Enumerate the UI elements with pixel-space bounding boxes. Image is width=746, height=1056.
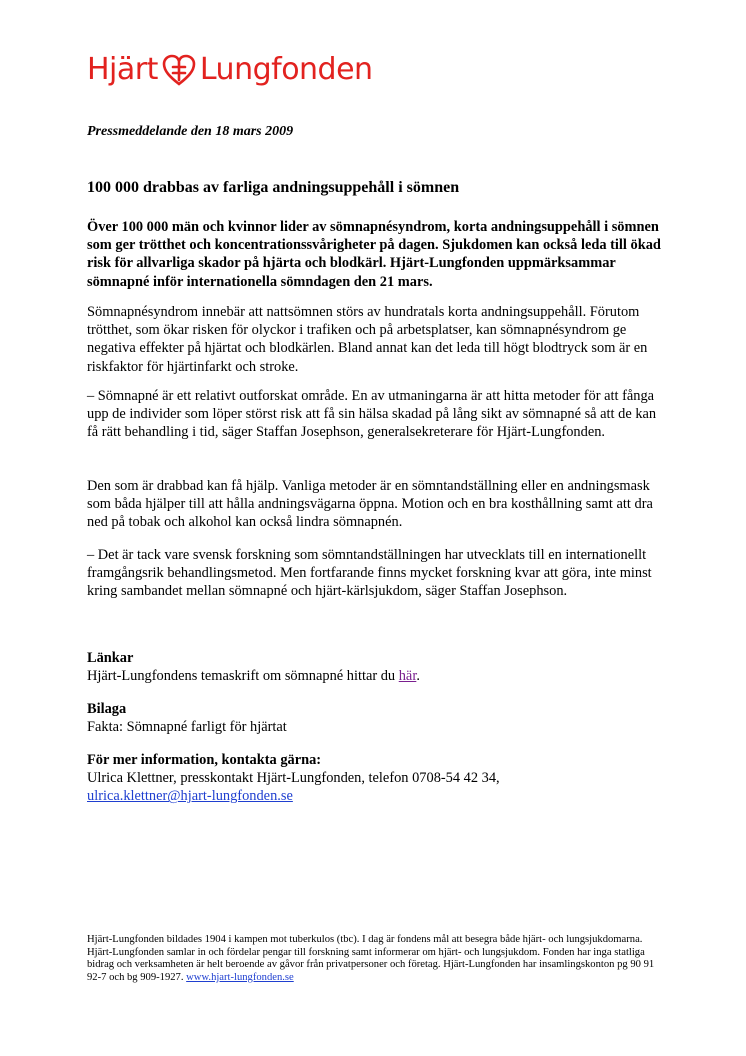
links-text: Hjärt-Lungfondens temaskrift om sömnapné hittar du <box>87 668 399 685</box>
theme-booklet-link[interactable]: här <box>398 668 417 685</box>
logo-text-right: Lungfonden <box>199 52 373 87</box>
contact-text: Ulrica Klettner, presskontakt Hjärt-Lungfonden, telefon 0708-54 42 34, <box>87 770 500 787</box>
attachment-heading: Bilaga <box>87 701 127 717</box>
lead-paragraph: Över 100 000 män och kvinnor lider av sömnapnésyndrom, korta andningsuppehåll i sömnen som ger trötthet och koncentrationssvårigheter på dagen. Sjukdomen kan också leda till ökad risk för allvarliga skador på hjärta och blodkärl. Hjärt-Lungfonden uppmärksammar sömnapné inför internationella sömndagen den 21 mars. <box>87 219 661 290</box>
press-release-date: Pressmeddelande den 18 mars 2009 <box>87 124 294 139</box>
body-paragraph-3: Den som är drabbad kan få hjälp. Vanliga metoder är en sömntandställning eller en andningsmask som båda hjälper till att hålla andningsvägarna öppna. Motion och en bra kosthållning samt att dra ned på tobak och alkohol kan också lindra sömnapnén. <box>87 478 653 531</box>
website-link[interactable]: www.hjart-lungfonden.se <box>186 971 294 983</box>
footer <box>87 934 667 984</box>
body-paragraph-1: Sömnapnésyndrom innebär att nattsömnen störs av hundratals korta andningsuppehåll. Förutom trötthet, som ökar risken för olyckor i trafiken och på arbetsplatser, kan sömnapnésyndrom ge negativa effekter på hjärtat och blodkärlen. Bland annat kan det leda till högt blodtryck som är en riskfaktor för hjärtinfarkt och stroke. <box>87 304 648 375</box>
logo <box>87 50 373 90</box>
contact-email-link[interactable]: ulrica.klettner@hjart-lungfonden.se <box>87 788 293 805</box>
links-section <box>87 649 667 685</box>
body-paragraph-4: – Det är tack vare svensk forskning som sömntandställningen har utvecklats till en internationellt framgångsrik behandlingsmetod. Men fortfarande finns mycket forskning kvar att göra, inte minst kring sambandet mellan sömnapné och hjärt-kärlsjukdom, säger Staffan Josephson. <box>87 547 652 600</box>
links-heading: Länkar <box>87 650 134 666</box>
links-text-end: . <box>416 668 420 685</box>
heart-icon <box>162 53 196 87</box>
page-title: 100 000 drabbas av farliga andningsuppehåll i sömnen <box>87 179 460 196</box>
body-paragraph-2: – Sömnapné är ett relativt outforskat område. En av utmaningarna är att hitta metoder för att fånga upp de individer som löper störst risk att få sin hälsa skadad på lång sikt av sömnapné så att de kan få rätt behandling i tid, säger Staffan Josephson, generalsekreterare för Hjärt-Lungfonden. <box>87 388 657 441</box>
contact-section <box>87 751 667 806</box>
logo-text-left: Hjärt <box>87 52 158 87</box>
footer-text: Hjärt-Lungfonden bildades 1904 i kampen mot tuberkulos (tbc). I dag är fondens mål att besegra både hjärt- och lungsjukdomarna. Hjärt-Lungfonden samlar in och fördelar pengar till forskning samt informerar om hjärt- och lungsjukdom. Fonden har inga statliga bidrag och verksamheten är helt beroende av gåvor från privatpersoner och företag. Hjärt-Lungfonden har insamlingskonton pg 90 91 92-7 och bg 909-1927. <box>87 934 655 983</box>
contact-heading: För mer information, kontakta gärna: <box>87 752 322 768</box>
attachment-text: Fakta: Sömnapné farligt för hjärtat <box>87 719 287 736</box>
attachment-section <box>87 700 667 736</box>
